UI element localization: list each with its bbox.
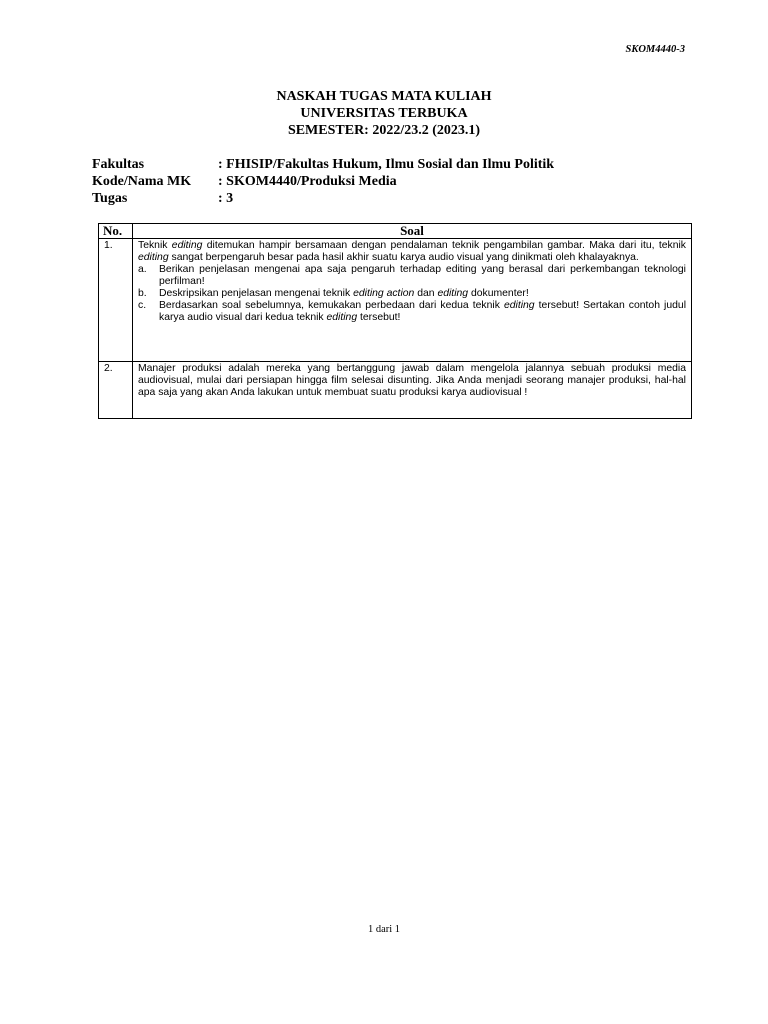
italic-term: editing	[437, 288, 469, 299]
meta-value: : FHISIP/Fakultas Hukum, Ilmu Sosial dan Ilmu Politik	[218, 157, 555, 172]
item-text	[159, 300, 686, 324]
question-text	[133, 239, 692, 362]
title-line-2: UNIVERSITAS TERBUKA	[300, 106, 468, 121]
item-text	[159, 288, 686, 300]
text-span: Teknik	[138, 240, 172, 251]
document-title	[0, 88, 768, 139]
text-span: tersebut! Sertakan contoh judul karya audio visual dari kedua teknik	[159, 300, 686, 323]
header-soal: Soal	[133, 224, 692, 239]
question-text: Manajer produksi adalah mereka yang bertanggung jawab dalam mengelola jalannya sebuah produksi media audiovisual, mulai dari persiapan hingga film selesai disunting. Jika Anda menjadi seorang manajer produksi, hal-hal apa saja yang akan Anda lakukan untuk membuat suatu produksi karya audiovisual !	[133, 362, 692, 419]
meta-label: Fakultas	[92, 157, 145, 172]
table-row	[99, 362, 692, 419]
italic-term: editing	[171, 240, 203, 251]
question-table	[98, 223, 692, 419]
text-span: sangat berpengaruh besar pada hasil akhir suatu karya audio visual yang dinikmati oleh khalayaknya.	[168, 252, 639, 263]
meta-value: : SKOM4440/Produksi Media	[218, 174, 397, 189]
meta-row-fakultas	[92, 156, 554, 173]
meta-row-kode	[92, 173, 554, 190]
question-number: 1.	[99, 239, 133, 362]
document-code: SKOM4440-3	[625, 44, 685, 55]
header-no: No.	[99, 224, 133, 239]
question-number: 2.	[99, 362, 133, 419]
table-row	[99, 239, 692, 362]
text-span: dokumenter!	[468, 288, 529, 299]
meta-label: Kode/Nama MK	[92, 174, 192, 189]
title-line-3: SEMESTER: 2022/23.2 (2023.1)	[287, 123, 481, 138]
item-label: a.	[138, 264, 147, 275]
meta-label: Tugas	[92, 191, 128, 206]
text-span: tersebut!	[357, 312, 401, 323]
table-header-row	[99, 224, 692, 239]
title-line-1: NASKAH TUGAS MATA KULIAH	[276, 89, 492, 104]
page-number: 1 dari 1	[367, 924, 401, 935]
meta-row-tugas	[92, 190, 554, 207]
sub-question-a	[138, 264, 686, 288]
item-text: Berikan penjelasan mengenai apa saja pengaruh terhadap editing yang berasal dari perkembangan teknologi perfilman!	[159, 264, 686, 287]
item-label: c.	[138, 300, 147, 311]
course-info	[92, 156, 554, 207]
text-span: ditemukan hampir bersamaan dengan pendalaman teknik pengambilan gambar. Maka dari itu, teknik	[202, 240, 686, 251]
italic-term: editing	[326, 312, 358, 323]
text-span: Berdasarkan soal sebelumnya, kemukakan perbedaan dari kedua teknik	[159, 300, 504, 311]
sub-question-b	[138, 288, 686, 300]
meta-value: : 3	[218, 191, 234, 206]
italic-term: editing action	[353, 288, 415, 299]
item-label: b.	[138, 288, 147, 299]
question-intro	[138, 240, 686, 264]
text-span: dan	[414, 288, 438, 299]
italic-term: editing	[503, 300, 535, 311]
text-span: Deskripsikan penjelasan mengenai teknik	[159, 288, 354, 299]
italic-term: editing	[138, 252, 169, 263]
sub-question-c	[138, 300, 686, 324]
